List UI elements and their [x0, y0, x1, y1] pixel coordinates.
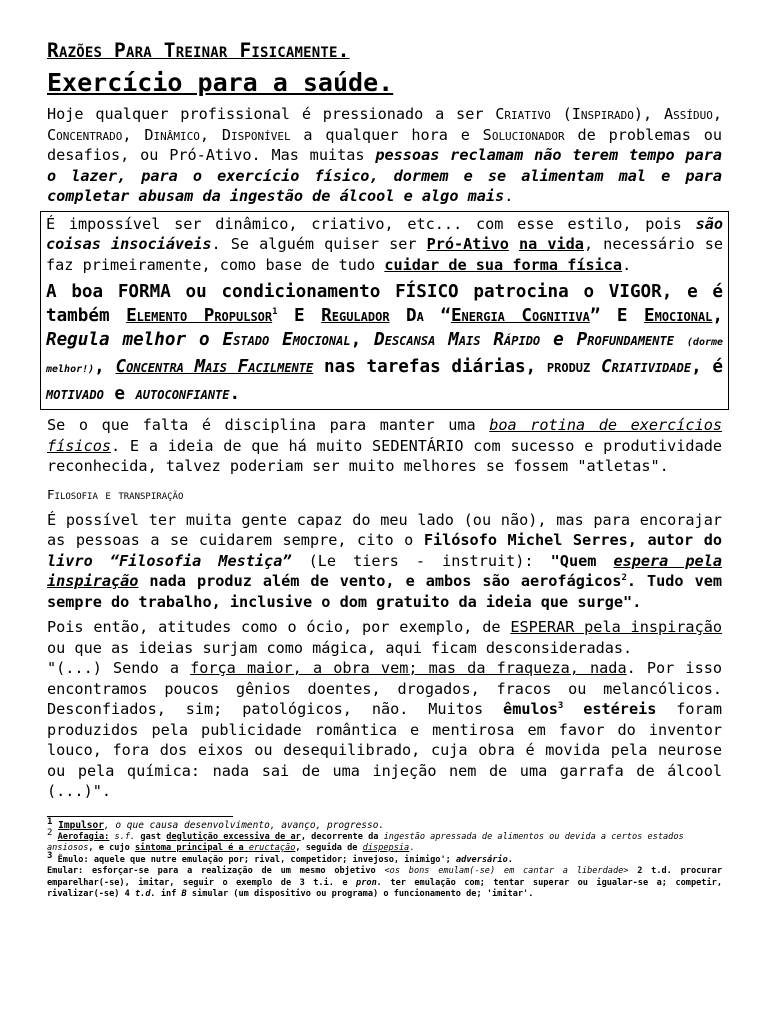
quote: "Quem	[550, 551, 614, 570]
text: . E a ideia de que há muito SEDENTÁRIO com sucesso e produtividade reconhecida, talvez poderiam ser muito melhores se fossem "atletas".	[47, 436, 722, 475]
box-big-paragraph: A boa FORMA ou condicionamento FÍSICO patrocina o VIGOR, e é também Elemento Propulsor$^1$ E Regulador Da “Energia Cognitiva” E Emocional, Regula melhor o Estado Emocional, Descansa Mais Rápido e Profundamente (dorme melhor!), Concentra Mais Facilmente nas tarefas diárias, produz Criatividade, é motivado e autoconfiante.	[46, 282, 724, 404]
text: simular (um dispositivo ou programa) o funcionamento de; 'imitar'.	[186, 889, 534, 899]
term-criativo: Criativo	[495, 105, 551, 123]
text: Êmulo: aquele que nutre emulação por; rival, competidor; invejoso, inimigo';	[57, 854, 456, 865]
term-concentrado: Concentrado	[47, 125, 123, 144]
page-title: Razões Para Treinar Fisicamente.	[47, 39, 350, 62]
term: Elemento Propulsor	[126, 306, 273, 326]
text: nas tarefas diárias,	[313, 357, 547, 377]
text: Hoje qualquer profissional é pressionado a ser	[47, 105, 496, 123]
section-heading: Filosofia e transpiração	[47, 486, 184, 502]
text: , seguida de	[295, 843, 363, 853]
footnote-2	[47, 827, 722, 855]
emphasis-text: cuidar de sua forma física	[384, 255, 623, 274]
footnote-ref[interactable]: 1	[272, 307, 278, 318]
text: .	[229, 384, 241, 404]
text: ” E	[589, 306, 645, 326]
text: e	[553, 330, 577, 350]
term: Criatividade	[601, 357, 692, 377]
quote: . Tudo vem sempre do trabalho, inclusive o dom gratuito da ideia que surge".	[47, 572, 723, 611]
term: Emocional	[644, 306, 713, 326]
quote: nada produz além de vento, e ambos são aerofágicos	[138, 572, 622, 590]
text: e	[103, 384, 136, 404]
box-paragraph	[46, 214, 723, 276]
text: deglutição excessiva de ar	[166, 831, 301, 842]
paragraph-serres	[47, 510, 722, 613]
text: , decorrente da	[300, 831, 384, 842]
footnote-3	[47, 850, 722, 867]
emphasis-text: na vida	[518, 235, 584, 253]
text: t.d.	[134, 889, 156, 899]
term: motivado	[46, 384, 104, 404]
paragraph-atitudes	[47, 617, 722, 658]
emphasis-text: ESPERAR pela inspiração	[510, 618, 722, 636]
term: autoconfiante	[135, 384, 230, 404]
text: gast	[140, 831, 167, 842]
term: Concentra Mais Facilmente	[115, 357, 314, 377]
footnote-3-emular	[47, 866, 722, 901]
footnote-ref[interactable]: 2	[621, 572, 627, 583]
text: , necessário se faz primeiramente, como base de tudo	[46, 235, 723, 274]
text: Emular: esforçar-se para a realização de um mesmo objetivo	[47, 866, 385, 876]
footnote-number: 2	[47, 827, 53, 838]
book-title: livro “Filosofia Mestiça”	[47, 551, 292, 570]
footnote-separator	[47, 816, 233, 817]
text: <os bons emulam(-se) em cantar a liberdade>	[384, 866, 629, 876]
text: de problemas ou desafios, ou Pró-Ativo. Mas muitas	[47, 125, 722, 164]
text: s.f.	[109, 831, 141, 842]
term: Regulador	[321, 306, 390, 326]
text: 2 t.d. procurar emparelhar(-se), imitar, seguir o exemplo de 3 t.i. e	[47, 866, 722, 888]
term: Descansa Mais Rápido	[374, 330, 541, 350]
quote-emphasis: espera pela inspiração	[47, 551, 722, 590]
text: a qualquer hora e	[290, 125, 483, 144]
text: foram produzidos pela publicidade romântica e mentirosa em favor do inventor louco, fora dos eixos ou desequilibrado, cuja obra é movida pela neurose ou pela química: nada sai de uma injeção nem de uma garrafa de álcool (...)".	[47, 700, 722, 800]
term-inspirado: Inspirado	[571, 105, 634, 123]
emphasis-text: estéreis	[563, 700, 657, 718]
text: pron.	[356, 877, 382, 888]
emphasis-text: pessoas reclamam não terem tempo para o lazer, para o exercício físico, dormem e se alimentam mal e para completar abusam da ingestão de álcool e algo mais	[47, 146, 722, 205]
text: ter emulação com; tentar superar ou igualar-se a; competir, rivalizar(-se) 4	[47, 877, 723, 899]
emphasis-text: êmulos	[503, 700, 558, 718]
text: , é	[691, 357, 724, 377]
emphasis-text: Pró-Ativo	[426, 235, 509, 253]
footnote-ref[interactable]: 3	[557, 700, 564, 711]
paragraph-discipline	[47, 415, 722, 477]
term: Profundamente	[576, 330, 674, 350]
term: produz	[546, 357, 591, 377]
paragraph-quote	[47, 658, 722, 802]
text: , e cujo	[88, 843, 135, 853]
term-assiduo: Assíduo	[663, 105, 713, 123]
aside-text: (dorme melhor!)	[46, 337, 724, 375]
footnote-text: , o que causa desenvolvimento, avanço, progresso.	[103, 819, 385, 831]
text: Regula melhor o	[46, 330, 223, 350]
text: ingestão apressada de alimentos ou devida a certos estados ansiosos	[47, 831, 684, 853]
text: E	[277, 306, 322, 326]
highlight-box	[40, 211, 729, 411]
emphasis-text: boa rotina de exercícios físicos	[47, 416, 723, 455]
term-dinamico: Dinâmico	[144, 125, 200, 144]
text: dispepsia	[362, 843, 410, 853]
text: (Le tiers - instruit):	[291, 551, 551, 570]
text: ou que as ideias surjam como mágica, aqui ficam desconsideradas.	[47, 638, 633, 657]
text: .	[504, 187, 514, 205]
footnote-term: Impulsor	[58, 819, 104, 831]
text: A boa FORMA ou condicionamento FÍSICO patrocina o VIGOR, e é também	[46, 282, 723, 326]
text: inf	[155, 889, 182, 899]
text: .	[507, 854, 513, 865]
footnote-number: 1	[47, 816, 53, 827]
text: . Por isso encontramos poucos gênios doentes, drogados, fracos ou melancólicos. Desconfiados, sim; patológicos, não. Muitos	[47, 659, 722, 718]
text: sintoma principal é a	[134, 843, 249, 853]
text: adversário	[456, 854, 508, 865]
emphasis-text: são coisas insociáveis	[46, 214, 723, 253]
text: .	[409, 843, 415, 853]
text: , autor do	[627, 531, 722, 549]
text: "(...) Sendo a	[47, 659, 191, 677]
text: . Se alguém quiser ser	[211, 235, 427, 253]
text: .	[622, 255, 632, 274]
text: Se o que falta é disciplina para manter uma	[47, 416, 490, 434]
term: Estado Emocional	[222, 330, 351, 350]
term-disponivel: Disponível	[221, 125, 291, 144]
text: B	[181, 889, 187, 899]
footnote-term: Aerofagia:	[57, 831, 110, 842]
footnote-1	[47, 816, 722, 832]
emphasis-text: força maior, a obra vem; mas da fraqueza, nada	[190, 659, 627, 677]
emphasis-text: Filósofo Michel Serres	[423, 531, 628, 549]
text: eructação	[248, 843, 296, 853]
footnote-number: 3	[47, 850, 53, 861]
intro-paragraph: Hoje qualquer profissional é pressionado a ser Criativo (Inspirado), Assíduo, Concentrado, Dinâmico, Disponível a qualquer hora e Solucionador de problemas ou desafios, ou Pró-Ativo. Mas muitas pessoas reclamam não terem tempo para o lazer, para o exercício físico, dormem e se alimentam mal e para completar abusam da ingestão de álcool e algo mais.	[47, 105, 722, 205]
term-solucionador: Solucionador	[482, 125, 565, 144]
text: Pois então, atitudes como o ócio, por exemplo, de	[47, 618, 511, 636]
page-subtitle: Exercício para a saúde.	[47, 68, 394, 97]
text: É possível ter muita gente capaz do meu lado (ou não), mas para encorajar as pessoas a se cuidarem sempre, cito o	[47, 510, 722, 549]
term: Energia Cognitiva	[450, 306, 590, 326]
text: Da “	[389, 306, 451, 326]
document-page	[47, 38, 722, 901]
text: É impossível ser dinâmico, criativo, etc... com esse estilo, pois	[46, 214, 696, 233]
